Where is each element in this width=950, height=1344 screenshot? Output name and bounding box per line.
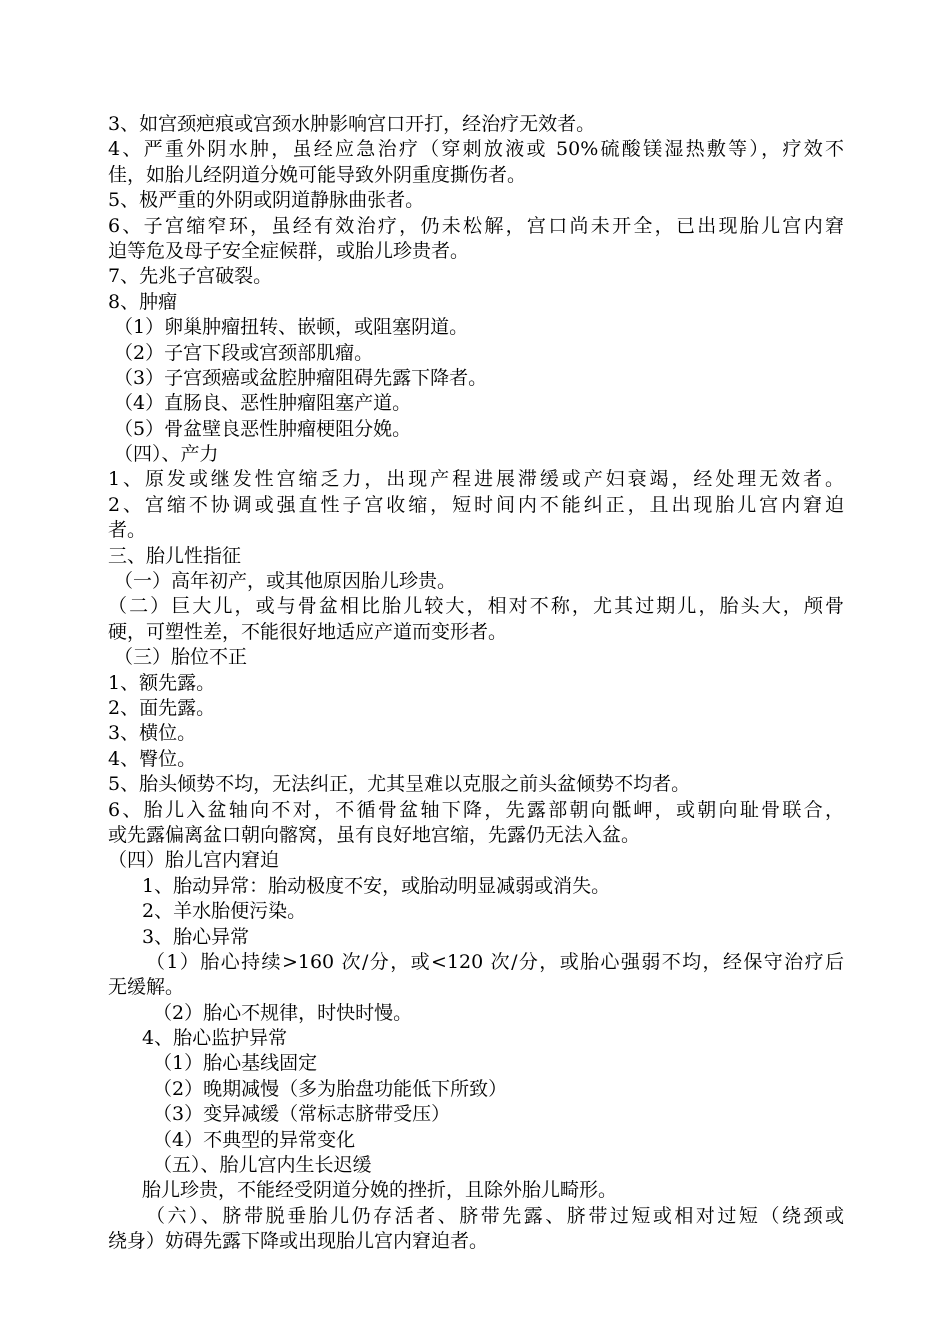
text-line-13: （5）骨盆壁良恶性肿瘤梗阻分娩。 (114, 417, 412, 440)
text-line-26: 4、臀位。 (108, 747, 197, 770)
text-line-38: （1）胎心基线固定 (153, 1052, 318, 1075)
text-line-20: （二）巨大儿，或与骨盆相比胎儿较大，相对不称，尤其过期儿，胎头大，颅骨 (108, 595, 844, 618)
text-line-33: 3、胎心异常 (142, 925, 250, 948)
text-line-41: （4）不典型的异常变化 (153, 1128, 356, 1151)
text-line-6: 迫等危及母子安全症候群，或胎儿珍贵者。 (108, 239, 470, 262)
text-line-8: 8、肿瘤 (108, 290, 178, 313)
text-line-16: 2、宫缩不协调或强直性子宫收缩，短时间内不能纠正，且出现胎儿宫内窘迫 (108, 493, 844, 516)
text-line-35: 无缓解。 (108, 976, 185, 999)
section-heading-growth-restriction: （五）、胎儿宫内生长迟缓 (153, 1154, 372, 1177)
text-line-39: （2）晚期减慢（多为胎盘功能低下所致） (153, 1077, 508, 1100)
text-line-21: 硬，可塑性差，不能很好地适应产道而变形者。 (108, 620, 508, 643)
text-line-7: 7、先兆子宫破裂。 (108, 265, 273, 288)
text-line-11: （3）子宫颈癌或盆腔肿瘤阻碍先露下降者。 (114, 366, 488, 389)
text-line-17: 者。 (108, 519, 147, 542)
text-line-2: 4、严重外阴水肿，虽经应急治疗（穿刺放液或 50%硫酸镁湿热敷等），疗效不 (108, 138, 844, 161)
text-line-4: 5、极严重的外阴或阴道静脉曲张者。 (108, 189, 425, 212)
text-line-28: 6、胎儿入盆轴向不对，不循骨盆轴下降，先露部朝向骶岬，或朝向耻骨联合， (108, 798, 844, 821)
text-line-45: 绕身）妨碍先露下降或出现胎儿宫内窘迫者。 (108, 1230, 489, 1253)
text-line-40: （3）变异减缓（常标志脐带受压） (153, 1103, 451, 1126)
text-line-25: 3、横位。 (108, 722, 197, 745)
text-line-10: （2）子宫下段或宫颈部肌瘤。 (114, 341, 374, 364)
text-line-19: （一）高年初产，或其他原因胎儿珍贵。 (114, 570, 457, 593)
document-body (108, 112, 844, 1255)
section-heading-labor-force: （四）、产力 (114, 443, 219, 466)
section-heading-fetal-position: （三）胎位不正 (114, 646, 248, 669)
text-line-36: （2）胎心不规律，时快时慢。 (153, 1001, 413, 1024)
text-line-31: 1、胎动异常：胎动极度不安，或胎动明显减弱或消失。 (142, 874, 611, 897)
text-line-37: 4、胎心监护异常 (142, 1027, 288, 1050)
text-line-3: 佳，如胎儿经阴道分娩可能导致外阴重度撕伤者。 (108, 163, 527, 186)
text-line-1: 3、如宫颈疤痕或宫颈水肿影响宫口开打，经治疗无效者。 (108, 113, 596, 135)
text-line-29: 或先露偏离盆口朝向髂窝，虽有良好地宫缩，先露仍无法入盆。 (108, 823, 641, 846)
text-line-23: 1、额先露。 (108, 671, 216, 694)
text-line-12: （4）直肠良、恶性肿瘤阻塞产道。 (114, 392, 412, 415)
text-line-43: 胎儿珍贵，不能经受阴道分娩的挫折，且除外胎儿畸形。 (142, 1179, 618, 1202)
text-line-15: 1、原发或继发性宫缩乏力，出现产程进展滞缓或产妇衰竭，经处理无效者。 (108, 468, 844, 491)
text-line-44: （六）、脐带脱垂胎儿仍存活者、脐带先露、脐带过短或相对过短（绕颈或 (146, 1204, 844, 1227)
section-heading-fetal-distress: （四）胎儿宫内窘迫 (108, 849, 280, 872)
text-line-5: 6、子宫缩窄环，虽经有效治疗，仍未松解，宫口尚未开全，已出现胎儿宫内窘 (108, 214, 844, 237)
section-heading-fetal-indications: 三、胎儿性指征 (108, 544, 242, 567)
text-line-34: （1）胎心持续>160 次/分，或<120 次/分，或胎心强弱不均，经保守治疗后 (146, 950, 844, 973)
text-line-24: 2、面先露。 (108, 696, 216, 719)
text-line-9: （1）卵巢肿瘤扭转、嵌顿，或阻塞阴道。 (114, 316, 469, 339)
text-line-27: 5、胎头倾势不均，无法纠正，尤其呈难以克服之前头盆倾势不均者。 (108, 773, 691, 796)
text-line-32: 2、羊水胎便污染。 (142, 900, 307, 923)
